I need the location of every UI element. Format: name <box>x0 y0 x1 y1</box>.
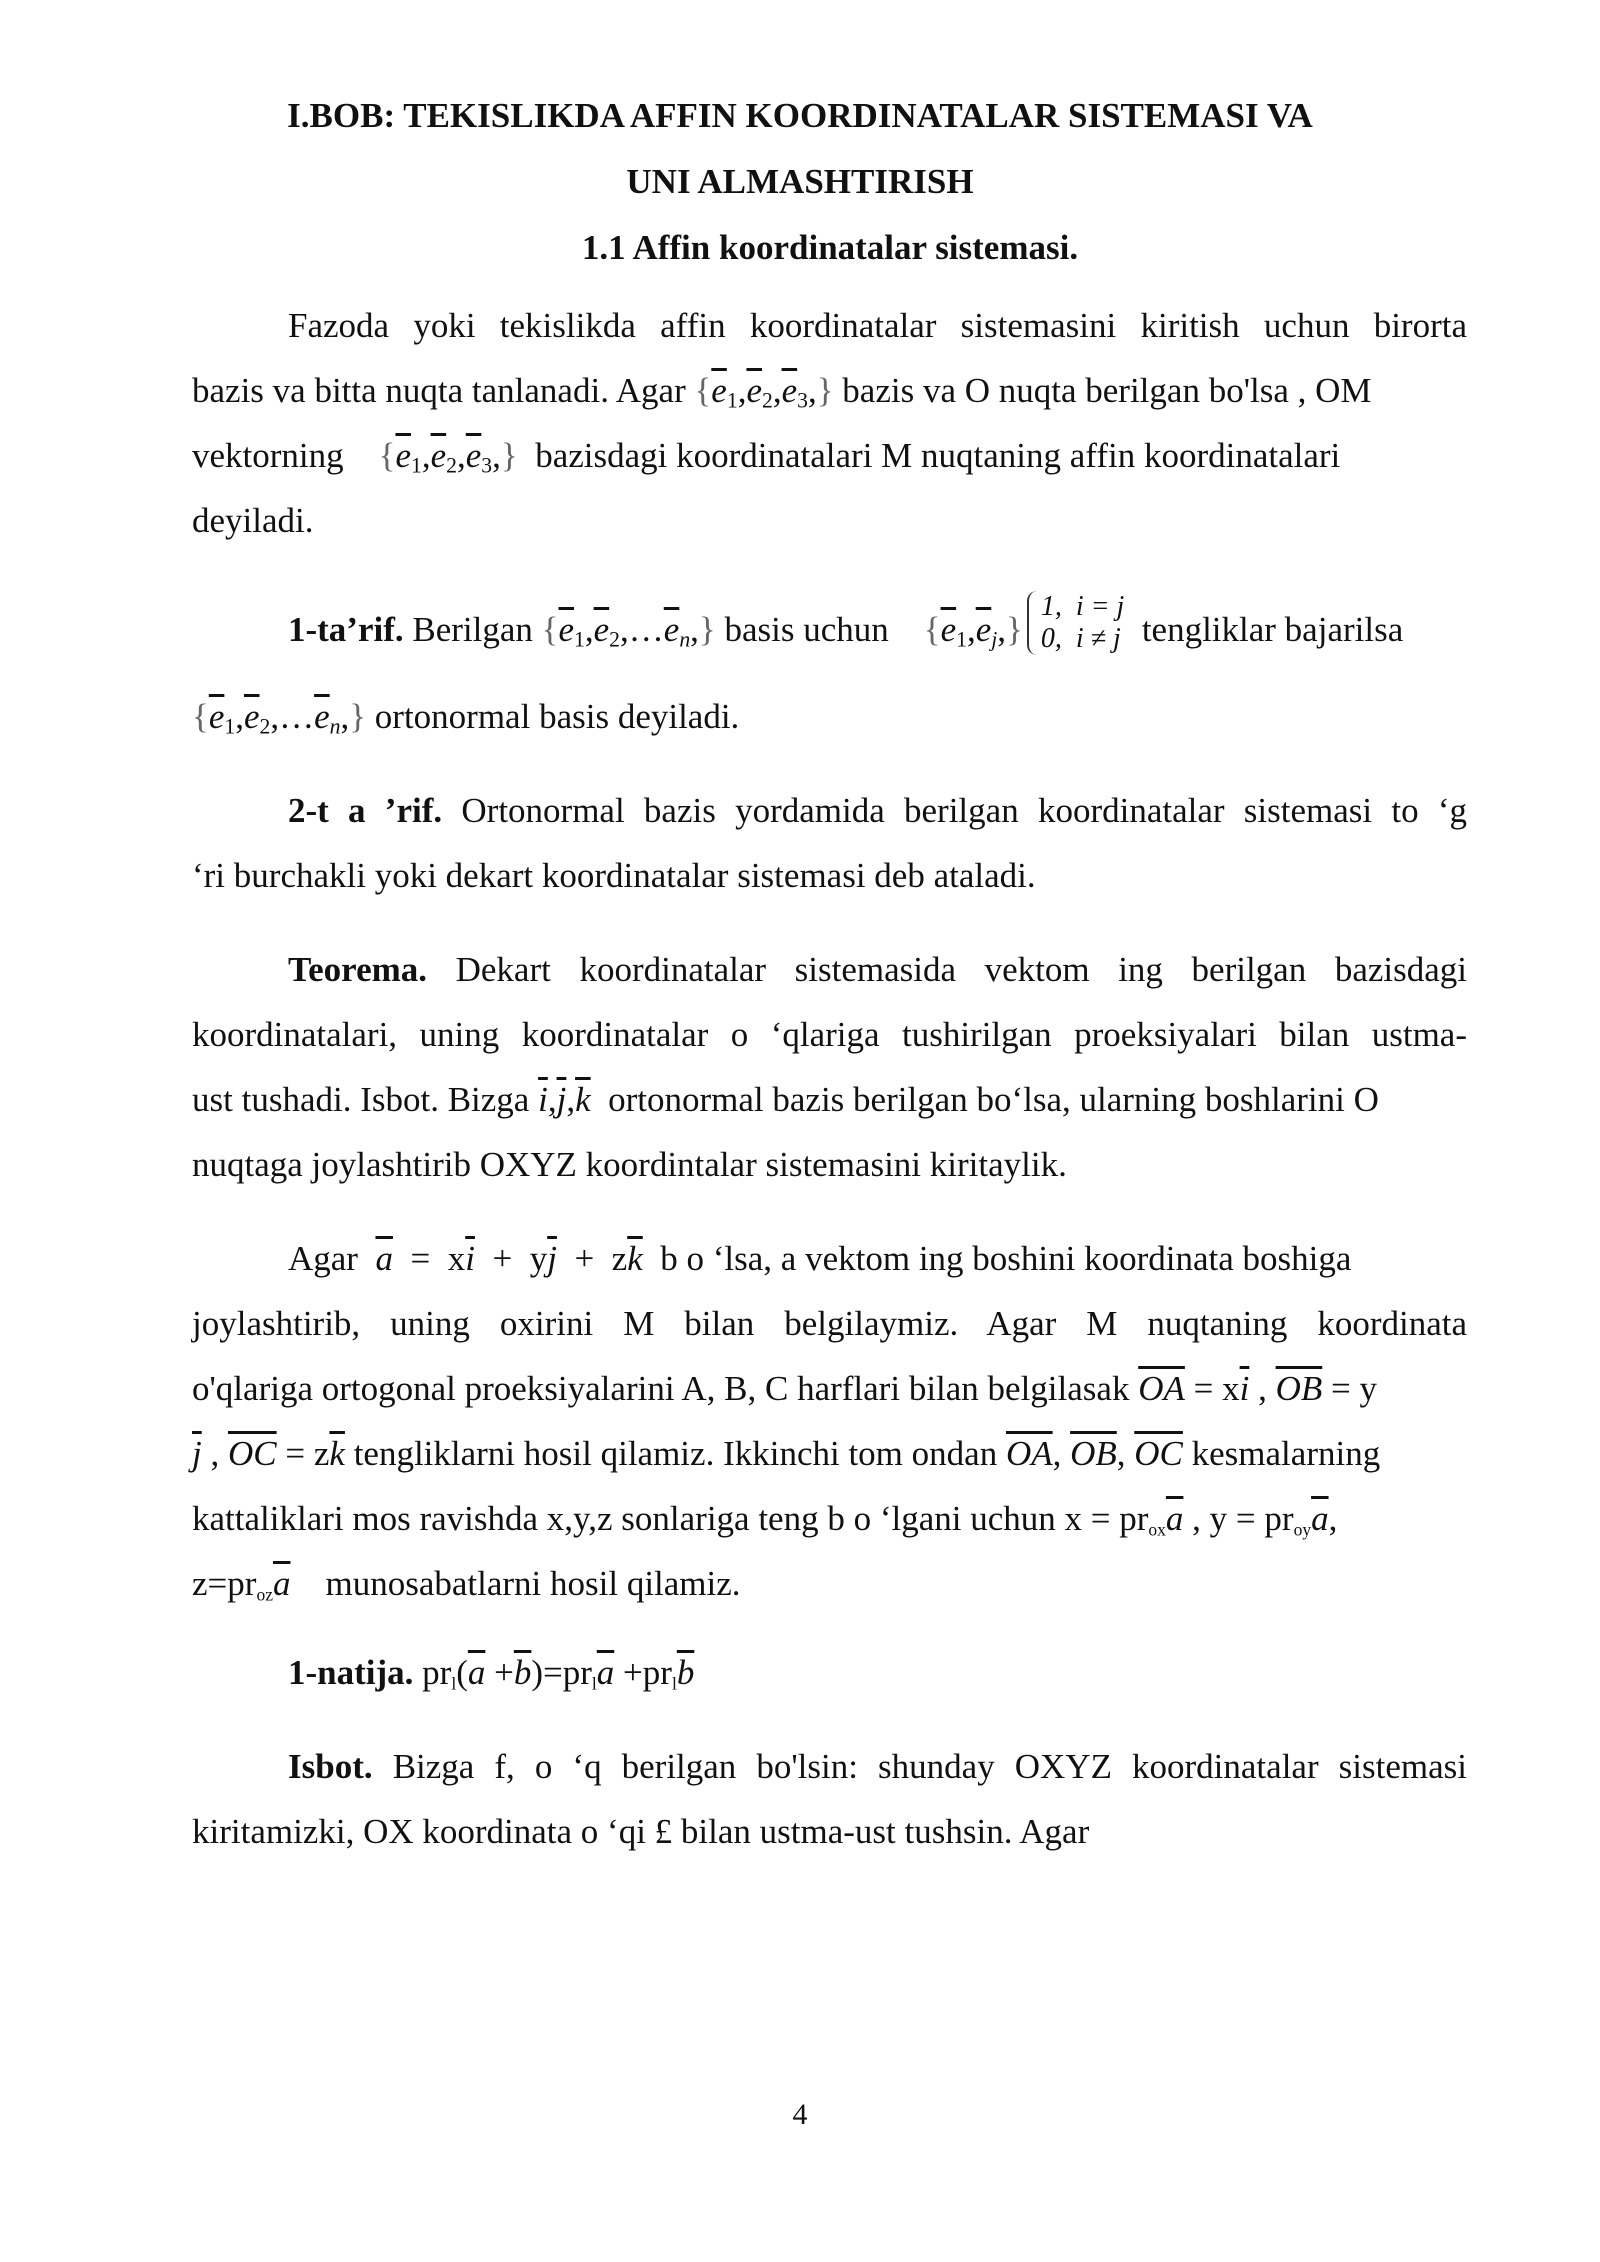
paragraph-line: Agar $\overline{a} = x\overline{i} + y\overline{j} + z\overline{k}$ b o ‘lsa, a vektom ing boshini koordinata boshiga <box>288 1239 1352 1278</box>
paragraph-line: joylashtirib, uning oxirini M bilan belgilaymiz. Agar M nuqtaning koordinata <box>192 1304 1467 1343</box>
proof-line: kiritamizki, OX koordinata o ‘qi £ bilan ustma-ust tushsin. Agar <box>192 1812 1090 1851</box>
basis-formula: $\{\overline{e}_1,\overline{e}_2,\overline{e}_3,\}$ <box>694 371 834 413</box>
projection-sum-formula: $prl(\overline{a} +\overline{b})=prl\overline{a} +prl\overline{b}$ <box>422 1653 695 1694</box>
proof: Isbot. Bizga f, o ‘q berilgan bo'lsin: shunday OXYZ koordinatalar sistemasi <box>288 1747 1467 1786</box>
chapter-title-line2: UNI ALMASHTIRISH <box>626 162 974 201</box>
page-number: 4 <box>792 2098 808 2131</box>
theorem-line: koordinatalari, uning koordinatalar o ‘qlariga tushirilgan proeksiyalari bilan ustma- <box>192 1015 1467 1054</box>
paragraph-line: $z=proz\overline{a}$ munosabatlarni hosil qilamiz. <box>192 1564 741 1605</box>
projection-formula: $\overline{j}$ , $\overline{OC} = z\overline{k}$ <box>192 1434 345 1473</box>
definition-2: 2-t a ’rif. Ortonormal bazis yordamida berilgan koordinatalar sistemasi to ‘g <box>288 791 1467 830</box>
theorem: Teorema. Dekart koordinatalar sistemasida vektom ing berilgan bazisdagi <box>288 950 1467 989</box>
paragraph-line: kattaliklari mos ravishda x,y,z sonlariga teng b o ‘lgani uchun $x = prox\overline{a}$ , $y = proy\overline{a}$, <box>192 1499 1338 1540</box>
definition-1: 1-ta’rif. Berilgan $\{\overline{e}_1,\overline{e}_2,\dots\overline{e}_n,\}$ basis uchun $\{\overline{e}_1,\overline{e}_j,\}1$, i = j 0, i ≠ j tengliklar bajarilsa <box>288 590 1404 654</box>
ijk-formula: $\overline{i},\overline{j},\overline{k}$ <box>538 1080 591 1119</box>
paragraph-line: vektorning $\{\overline{e}_1,\overline{e}_2,\overline{e}_3,\}$ bazisdagi koordinatalari M nuqtaning affin koordinatalari <box>192 436 1341 478</box>
basis-formula: $\{\overline{e}_1,\overline{e}_2,\dots\overline{e}_n,\}$ <box>192 697 367 739</box>
paragraph-line: deyiladi. <box>192 501 314 540</box>
result-1: 1-natija. $prl(\overline{a} +\overline{b})=prl\overline{a} +prl\overline{b}$ <box>288 1653 695 1694</box>
paragraph-line: bazis va bitta nuqta tanlanadi. Agar $\{\overline{e}_1,\overline{e}_2,\overline{e}_3,\}$ bazis va O nuqta berilgan bo'lsa , OM <box>192 371 1372 413</box>
theorem-line: ust tushadi. Isbot. Bizga $\overline{i},\overline{j},\overline{k}$ ortonormal bazis berilgan bo‘lsa, ularning boshlarini O <box>192 1080 1379 1119</box>
chapter-title-line1: I.BOB: TEKISLIKDA AFFIN KOORDINATALAR SISTEMASI VA <box>287 96 1313 135</box>
paragraph-line: $\overline{j}$ , $\overline{OC} = z\overline{k}$ tengliklarni hosil qilamiz. Ikkinchi tom ondan $\overline{OA}$, $\overline{OB}$, $\overline{OC}$ kesmalarning <box>192 1434 1381 1473</box>
definition-2-cont: ‘ri burchakli yoki dekart koordinatalar sistemasi deb ataladi. <box>192 856 1036 895</box>
paragraph-line: o'qlariga ortogonal proeksiyalarini A, B, C harflari bilan belgilasak $\overline{OA} = x\overline{i}$ , $\overline{OB} = y$ <box>192 1369 1377 1408</box>
section-title: 1.1 Affin koordinatalar sistemasi. <box>581 228 1079 267</box>
basis-formula: $\{\overline{e}_1,\overline{e}_2,\dots\overline{e}_n,\}$ <box>541 610 716 652</box>
segments-formula: $\overline{OA}$, $\overline{OB}$, $\overline{OC}$ <box>1005 1434 1183 1473</box>
definition-1-cont: $\{\overline{e}_1,\overline{e}_2,\dots\overline{e}_n,\}$ ortonormal basis deyiladi. <box>192 697 740 739</box>
projection-formula: $\overline{OA} = x\overline{i}$ , $\overline{OB} = y$ <box>1138 1369 1377 1408</box>
basis-formula: $\{\overline{e}_1,\overline{e}_2,\overline{e}_3,\}$ <box>378 436 518 478</box>
theorem-line: nuqtaga joylashtirib OXYZ koordintalar sistemasini kiritaylik. <box>192 1145 1067 1184</box>
kronecker-formula: $\{\overline{e}_1,\overline{e}_j,\}1$, i = j 0, i ≠ j <box>923 590 1125 654</box>
paragraph-line: Fazoda yoki tekislikda affin koordinatalar sistemasini kiritish uchun birorta <box>288 306 1467 345</box>
vector-decomposition: $\overline{a} = x\overline{i} + y\overline{j} + z\overline{k}$ <box>375 1239 643 1278</box>
